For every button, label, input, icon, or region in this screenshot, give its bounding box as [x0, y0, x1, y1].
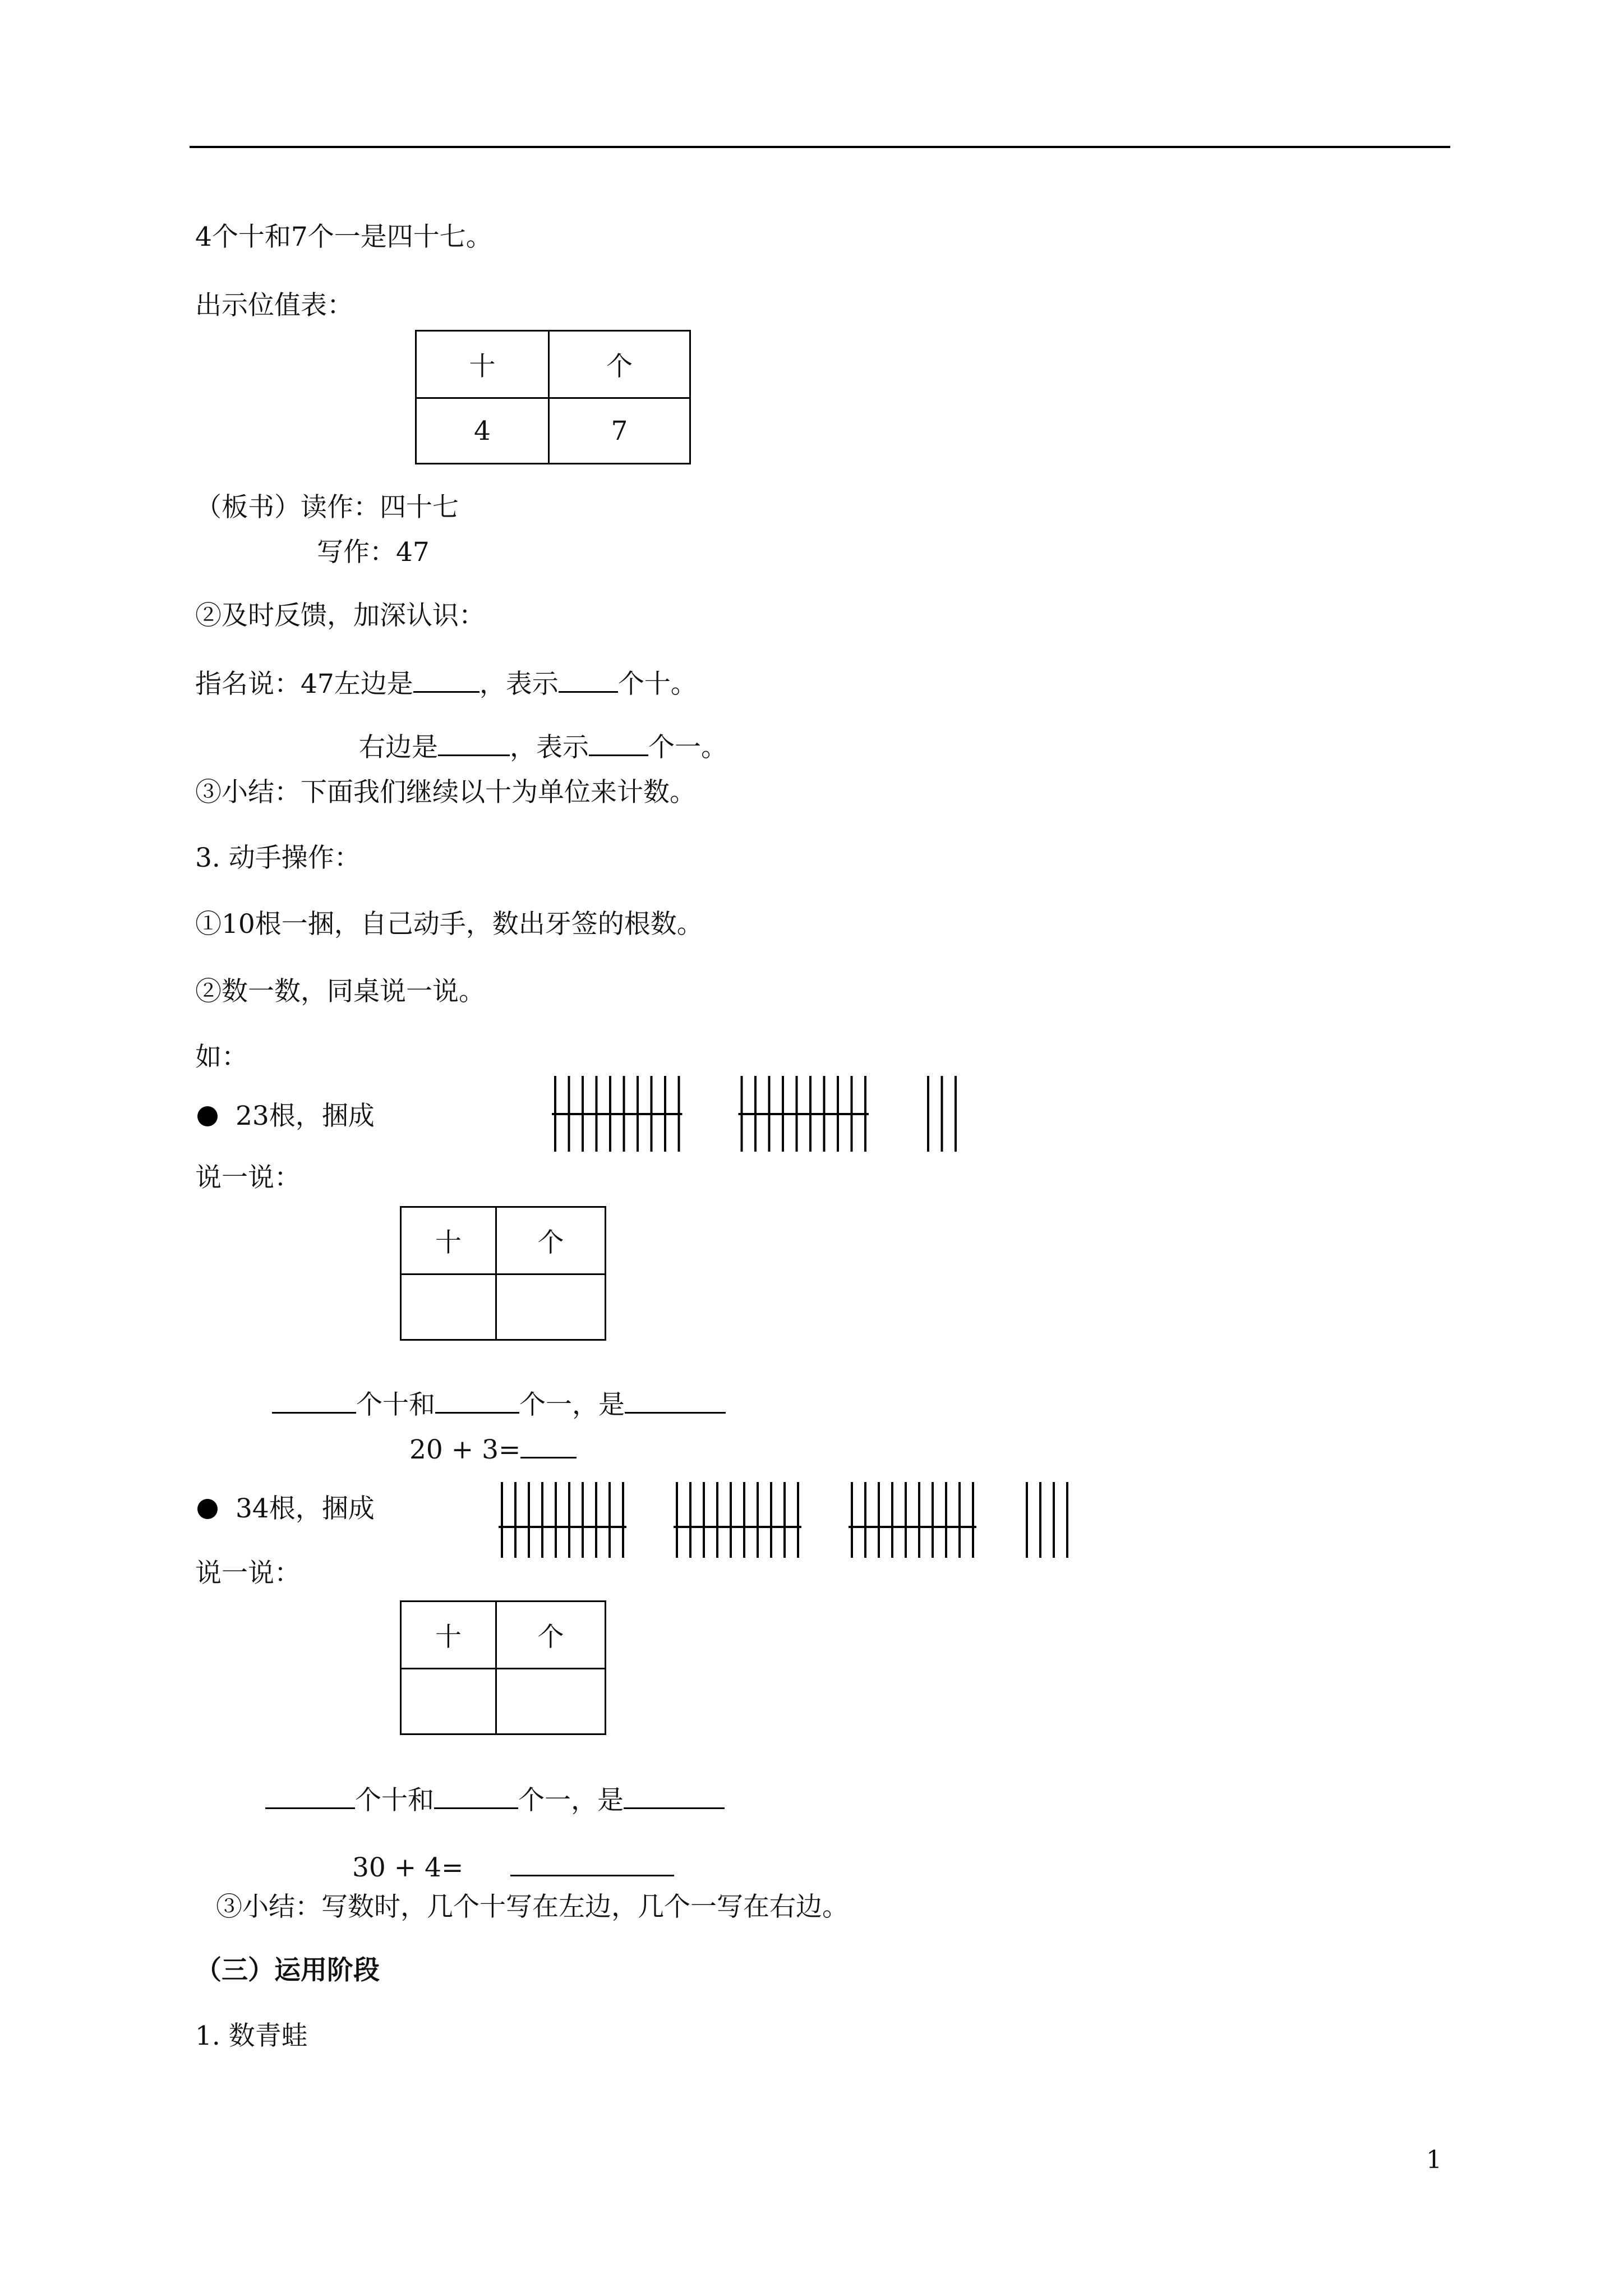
stick-bundle	[552, 1076, 683, 1152]
place-value-table-blank-23	[400, 1206, 606, 1341]
answer-blank[interactable]	[434, 1785, 518, 1809]
right-digit-prompt: 右边是	[359, 732, 438, 763]
answer-blank[interactable]	[435, 1389, 519, 1414]
ones-is-label: 个一，是	[519, 1389, 625, 1420]
line-right-digit	[359, 731, 727, 765]
table-header-tens: 十	[401, 1602, 496, 1669]
page-number: 1	[1426, 2146, 1442, 2174]
tens-and-label: 个十和	[356, 1389, 435, 1420]
stick-bundle	[499, 1482, 626, 1558]
line-count-together: ②数一数，同桌说一说。	[195, 976, 485, 1007]
line-read-as: （板书）读作：四十七	[195, 492, 459, 523]
loose-sticks	[1027, 1482, 1067, 1558]
table-header-ones: 个	[496, 1207, 606, 1274]
place-value-table-47	[415, 330, 691, 464]
line-summary-1: ③小结：下面我们继续以十为单位来计数。	[195, 777, 696, 808]
table-cell-tens[interactable]	[401, 1274, 496, 1340]
line-say-it-2: 说一说：	[195, 1558, 301, 1589]
represents-label: ，表示	[510, 732, 589, 763]
answer-blank[interactable]	[559, 669, 618, 693]
table-header-tens: 十	[401, 1207, 496, 1274]
line-fill-34	[265, 1784, 725, 1818]
answer-blank[interactable]	[272, 1389, 356, 1414]
place-value-table-blank-34	[400, 1600, 606, 1735]
answer-blank[interactable]	[589, 732, 648, 756]
answer-blank[interactable]	[413, 669, 479, 693]
tens-and-label: 个十和	[355, 1785, 434, 1816]
line-47-composition: 4个十和7个一是四十七。	[195, 222, 492, 252]
line-write-as: 写作：47	[317, 537, 430, 568]
line-fill-23	[272, 1388, 726, 1422]
line-23-sticks: 23根，捆成	[236, 1101, 375, 1131]
equation-text: 30 + 4=	[352, 1852, 464, 1883]
bullet-icon	[197, 1106, 218, 1126]
loose-sticks	[928, 1076, 956, 1152]
line-summary-2: ③小结：写数时，几个十写在左边，几个一写在右边。	[216, 1892, 849, 1922]
ones-suffix: 个一。	[648, 732, 727, 763]
line-equation-23	[409, 1433, 577, 1467]
table-header-tens: 十	[416, 331, 549, 398]
table-cell-ones[interactable]	[496, 1669, 606, 1734]
table-cell-tens: 4	[416, 398, 549, 464]
header-rule	[190, 146, 1450, 148]
stick-bundles-23	[555, 1076, 981, 1156]
ones-is-label: 个一，是	[518, 1785, 624, 1816]
represents-label: ，表示	[479, 669, 559, 700]
line-say-it-1: 说一说：	[195, 1162, 301, 1193]
bullet-icon	[197, 1499, 218, 1519]
line-feedback: ②及时反馈，加深认识：	[195, 600, 485, 631]
left-digit-prompt: 指名说：47左边是	[195, 669, 413, 700]
line-count-frogs: 1. 数青蛙	[195, 2021, 308, 2051]
answer-blank[interactable]	[520, 1434, 577, 1458]
answer-blank[interactable]	[625, 1389, 726, 1414]
table-header-ones: 个	[549, 331, 690, 398]
table-header-ones: 个	[496, 1602, 606, 1669]
table-cell-tens[interactable]	[401, 1669, 496, 1734]
line-equation-34	[352, 1851, 674, 1885]
answer-blank[interactable]	[624, 1785, 725, 1809]
answer-blank[interactable]	[438, 732, 510, 756]
line-34-sticks: 34根，捆成	[236, 1493, 375, 1524]
stick-bundle	[739, 1076, 869, 1152]
table-cell-ones: 7	[549, 398, 690, 464]
answer-blank[interactable]	[510, 1852, 674, 1876]
line-bundle-instruction: ①10根一捆，自己动手，数出牙签的根数。	[195, 909, 703, 940]
tens-suffix: 个十。	[617, 669, 697, 700]
line-left-digit	[195, 668, 697, 701]
stick-bundle	[674, 1482, 801, 1558]
table-cell-ones[interactable]	[496, 1274, 606, 1340]
equation-text: 20 + 3=	[409, 1434, 521, 1465]
line-hands-on: 3. 动手操作：	[195, 843, 361, 873]
answer-blank[interactable]	[265, 1785, 355, 1809]
stick-bundles-34	[502, 1482, 1085, 1562]
line-place-value-intro: 出示位值表：	[195, 290, 353, 321]
stick-bundle	[849, 1482, 976, 1558]
section-heading-application: （三）运用阶段	[195, 1955, 380, 1986]
line-for-example: 如：	[195, 1042, 248, 1073]
